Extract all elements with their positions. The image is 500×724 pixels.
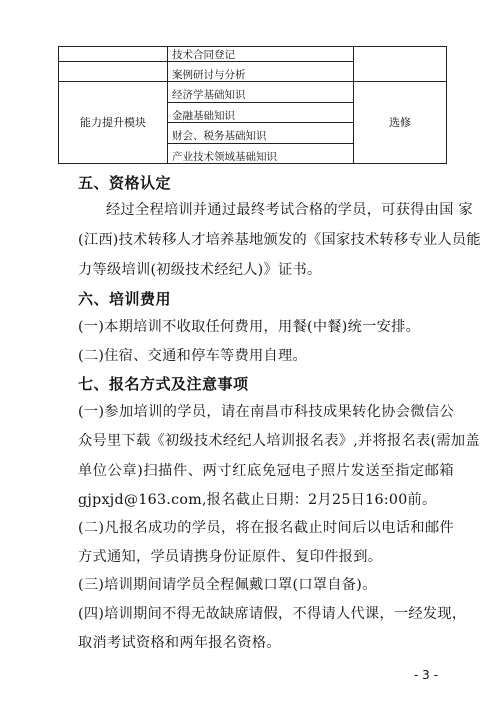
page-number: - 3 - <box>414 668 438 682</box>
curriculum-table <box>58 46 447 164</box>
table-cell-item: 财会、税务基础知识 <box>168 123 354 143</box>
paragraph-line: (二)凡报名成功的学员，将在报名截止时间后以电话和邮件 <box>78 520 454 536</box>
paragraph-line: (二)住宿、交通和停车等费用自理。 <box>78 348 307 364</box>
table-cell-item: 案例研讨与分析 <box>168 62 354 82</box>
paragraph-line: 力等级培训(初级技术经纪人)》证书。 <box>78 262 322 278</box>
table-cell <box>354 47 447 82</box>
paragraph-line: (一)参加培训的学员，请在南昌市科技成果转化协会微信公 <box>78 404 454 420</box>
table-cell-item: 经济学基础知识 <box>168 82 354 102</box>
paragraph-line: (一)本期培训不收取任何费用，用餐(中餐)统一安排。 <box>78 319 421 335</box>
paragraph-line: (三)培训期间请学员全程佩戴口罩(口罩自备)。 <box>78 577 377 593</box>
table-cell-item: 产业技术领域基础知识 <box>168 143 354 163</box>
paragraph-line: 取消考试资格和两年报名资格。 <box>78 635 281 651</box>
table-cell <box>59 62 168 82</box>
paragraph-line: (四)培训期间不得无故缺席请假，不得请人代课，一经发现， <box>78 606 467 622</box>
paragraph-line: 方式通知，学员请携身份证原件、复印件报到。 <box>78 549 383 565</box>
section-heading: 六、培训费用 <box>78 290 172 308</box>
paragraph-line: (江西)技术转移人才培养基地颁发的《国家技术转移专业人员能 <box>78 232 481 248</box>
paragraph-line: gjpxjd@163.com,报名截止日期：2月25日16:00前。 <box>78 492 437 508</box>
table-cell <box>59 47 168 62</box>
section-heading: 七、报名方式及注意事项 <box>78 375 249 393</box>
paragraph-line: 众号里下载《初级技术经纪人培训报名表》,并将报名表(需加盖 <box>78 433 480 449</box>
paragraph-line: 经过全程培训并通过最终考试合格的学员，可获得由国 家 <box>106 202 473 218</box>
section-heading: 五、资格认定 <box>78 174 172 192</box>
table-cell-mode: 选修 <box>354 82 447 164</box>
table-cell-module: 能力提升模块 <box>59 82 168 164</box>
table-cell-item: 金融基础知识 <box>168 102 354 122</box>
table-cell-item: 技术合同登记 <box>168 47 354 62</box>
paragraph-line: 单位公章)扫描件、两寸红底免冠电子照片发送至指定邮箱 <box>78 463 454 479</box>
